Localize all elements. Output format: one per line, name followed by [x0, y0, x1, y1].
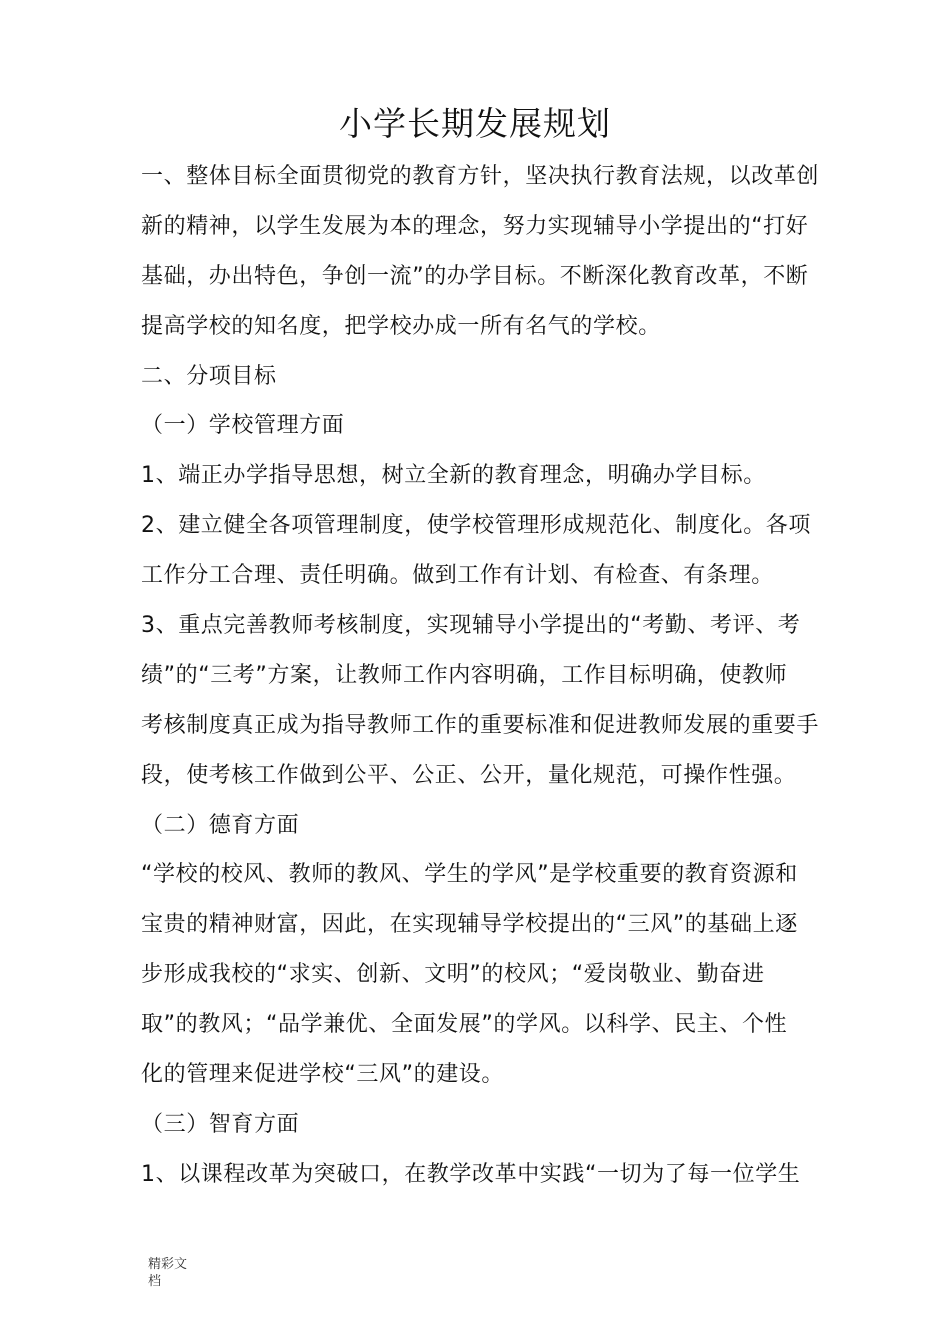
body-line: 化的管理来促进学校“三风”的建设。 [141, 1062, 504, 1088]
body-line: 2、建立健全各项管理制度，使学校管理形成规范化、制度化。各项 [141, 513, 811, 539]
body-line: “学校的校风、教师的教风、学生的学风”是学校重要的教育资源和 [141, 862, 798, 888]
footer-text: 精彩文 [148, 1257, 188, 1272]
body-line: 1、以课程改革为突破口，在教学改革中实践“一切为了每一位学生 [141, 1161, 801, 1187]
body-line: 绩”的“三考”方案，让教师工作内容明确，工作目标明确，使教师 [141, 662, 788, 688]
body-line: 宝贵的精神财富，因此，在实现辅导学校提出的“三风”的基础上逐 [141, 912, 798, 938]
subsection-heading: （二）德育方面 [141, 812, 300, 838]
body-line: 取”的教风；“品学兼优、全面发展”的学风。以科学、民主、个性 [141, 1012, 788, 1038]
body-line: 3、重点完善教师考核制度，实现辅导小学提出的“考勤、考评、考 [141, 613, 801, 639]
document-title: 小学长期发展规划 [339, 104, 611, 143]
body-line: 基础，办出特色，争创一流”的办学目标。不断深化教育改革，不断 [141, 263, 809, 289]
page-footer [148, 1256, 187, 1290]
body-line: 提高学校的知名度，把学校办成一所有名气的学校。 [141, 313, 661, 339]
footer-text: 档 [148, 1274, 162, 1289]
body-line: 考核制度真正成为指导教师工作的重要标准和促进教师发展的重要手 [141, 712, 820, 738]
body-line: 工作分工合理、责任明确。做到工作有计划、有检查、有条理。 [141, 563, 774, 589]
body-line: 步形成我校的“求实、创新、文明”的校风；“爱岗敬业、勤奋进 [141, 962, 765, 988]
body-line: 1、端正办学指导思想，树立全新的教育理念，明确办学目标。 [141, 463, 766, 489]
document-body [141, 152, 831, 1200]
body-line: 段，使考核工作做到公平、公正、公开，量化规范，可操作性强。 [141, 762, 797, 788]
body-line: 新的精神，以学生发展为本的理念，努力实现辅导小学提出的“打好 [141, 213, 809, 239]
body-line: 一、整体目标全面贯彻党的教育方针，坚决执行教育法规，以改革创 [141, 164, 820, 189]
subsection-heading: （一）学校管理方面 [141, 413, 345, 439]
subsection-heading: （三）智育方面 [141, 1111, 300, 1137]
section-heading: 二、分项目标 [141, 363, 277, 389]
